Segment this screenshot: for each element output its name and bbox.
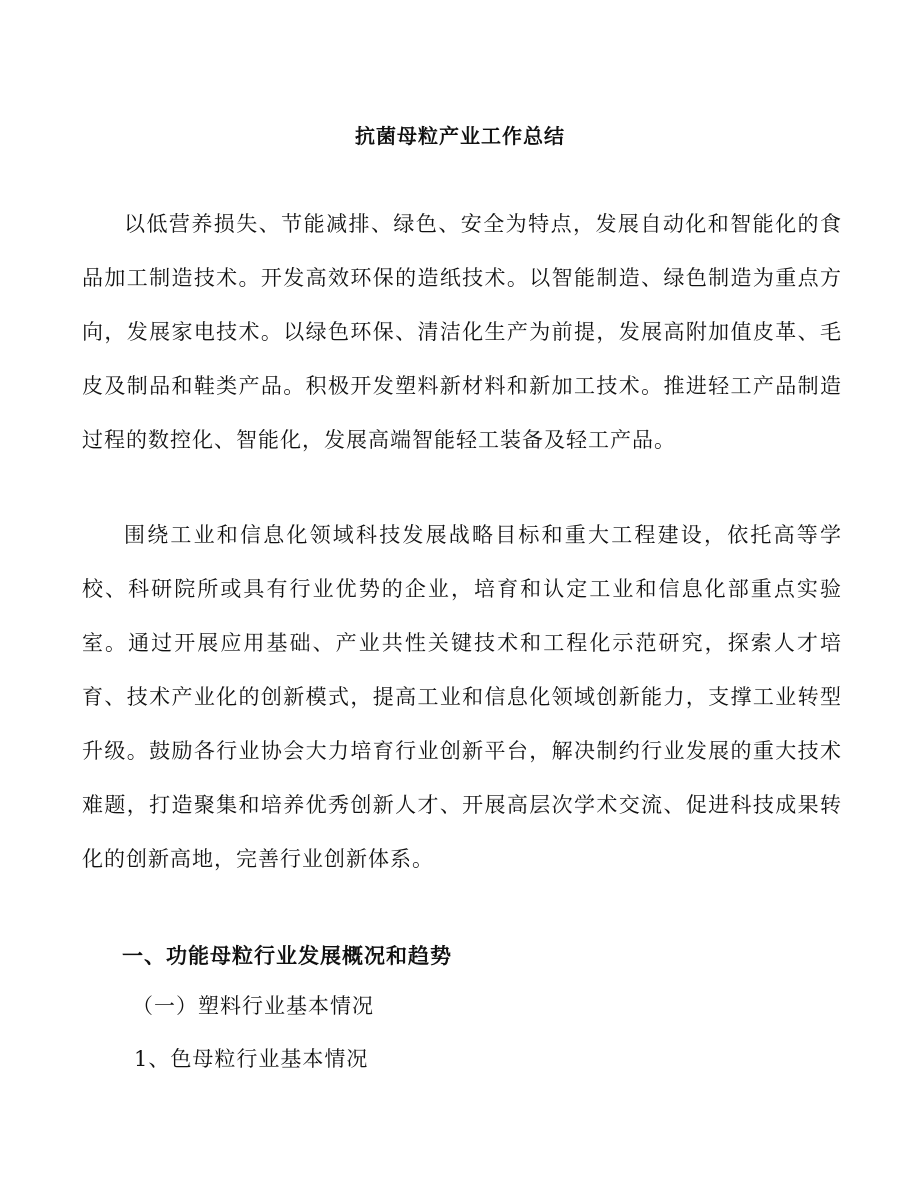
document-title: 抗菌母粒产业工作总结	[355, 124, 565, 148]
subsection-heading: （一）塑料行业基本情况	[132, 994, 374, 1018]
sub-subsection-heading: 1、色母粒行业基本情况	[134, 1047, 369, 1071]
section-heading: 一、功能母粒行业发展概况和趋势	[122, 943, 452, 968]
body-paragraph-2: 围绕工业和信息化领域科技发展战略目标和重大工程建设，依托高等学校、科研院所或具有行业优势的企业，培育和认定工业和信息化部重点实验室。通过开展应用基础、产业共性关键技术和工程化示范研究，探索人才培育、技术产业化的创新模式，提高工业和信息化领域创新能力，支撑工业转型升级。鼓励各行业协会大力培育行业创新平台，解决制约行业发展的重大技术难题，打造聚集和培养优秀创新人才、开展高层次学术交流、促进科技成果转化的创新高地，完善行业创新体系。	[82, 523, 842, 871]
body-paragraph-1: 以低营养损失、节能减排、绿色、安全为特点，发展自动化和智能化的食品加工制造技术。开发高效环保的造纸技术。以智能制造、绿色制造为重点方向，发展家电技术。以绿色环保、清洁化生产为前提，发展高附加值皮革、毛皮及制品和鞋类产品。积极开发塑料新材料和新加工技术。推进轻工产品制造过程的数控化、智能化，发展高端智能轻工装备及轻工产品。	[82, 212, 842, 452]
